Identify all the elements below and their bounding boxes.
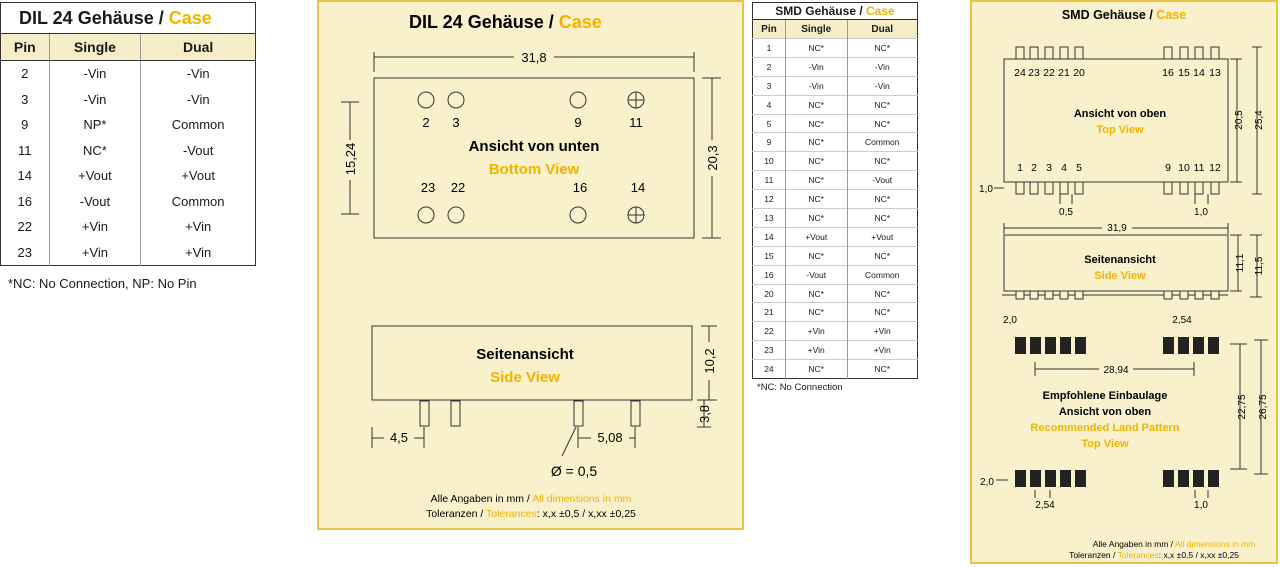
dil-case-panel (317, 0, 744, 530)
table-row (1, 163, 256, 189)
land-pad (1030, 337, 1041, 354)
pin-offset-dim: 4,5 (389, 430, 409, 445)
side-view-label-de: Seitenansicht (1084, 254, 1156, 266)
table-row (753, 303, 918, 322)
land-label-en-2: Top View (1081, 438, 1129, 450)
smd-dimensions-note: Alle Angaben in mm / All dimensions in mm (1092, 539, 1256, 549)
single-cell: +Vin (785, 322, 847, 341)
dual-cell: -Vout (141, 138, 256, 164)
table-row (753, 95, 918, 114)
single-cell: +Vin (49, 214, 141, 240)
land-pad (1015, 337, 1026, 354)
table-row (753, 227, 918, 246)
pin-cell: 11 (18, 142, 32, 158)
smd-pin (1016, 182, 1024, 194)
land-pattern-bottom-pads (1015, 470, 1219, 487)
land-pad (1030, 470, 1041, 487)
pin-label: 22 (450, 180, 466, 195)
dim-11-5: 11,5 (1254, 256, 1265, 276)
pin-pitch-dim: 5,08 (597, 430, 623, 445)
pin-cell: 21 (753, 303, 786, 322)
pin-label: 11 (1193, 162, 1205, 174)
pin-cell: 10 (753, 152, 786, 171)
smd-pin (1211, 47, 1219, 59)
land-pattern-top-pads (1015, 337, 1219, 354)
table-row (753, 114, 918, 133)
dim-25-4: 25,4 (1254, 110, 1265, 130)
pin-cell: 9 (21, 117, 29, 133)
pin-label: 2 (1031, 162, 1037, 174)
dim-22-75: 22,75 (1237, 394, 1248, 420)
dual-cell: NC* (847, 114, 918, 133)
table-row (753, 209, 918, 228)
land-pad (1163, 337, 1174, 354)
pin-label: 5 (1076, 162, 1082, 174)
smd-pinout-table (752, 2, 918, 379)
side-pin (1195, 291, 1203, 299)
single-cell: -Vin (49, 61, 141, 87)
single-cell: NC* (785, 152, 847, 171)
side-pin (1164, 291, 1172, 299)
land-pad (1045, 337, 1056, 354)
pin-label: 23 (1028, 67, 1040, 79)
dual-cell: Common (847, 265, 918, 284)
land-pad (1193, 337, 1204, 354)
single-cell: NC* (785, 39, 847, 58)
pin-label: 14 (1193, 67, 1205, 79)
single-cell: NC* (49, 138, 141, 164)
dim-0-5: 0,5 (1059, 207, 1073, 218)
pin-cell: 11 (753, 171, 786, 190)
land-label-de-2: Ansicht von oben (1058, 406, 1152, 418)
pin-label: 1 (1017, 162, 1023, 174)
dual-cell: +Vin (847, 341, 918, 360)
table-row (1, 214, 256, 240)
smd-pin (1075, 182, 1083, 194)
land-pad (1163, 470, 1174, 487)
table-row (753, 341, 918, 360)
dil-side-view-body (372, 326, 692, 400)
dual-cell: -Vout (847, 171, 918, 190)
pin-length-dim: 3,8 (697, 404, 712, 424)
dil-table-footnote: *NC: No Connection, NP: No Pin (8, 276, 197, 291)
single-cell: NP* (49, 112, 141, 138)
single-cell: -Vin (49, 87, 141, 113)
single-cell: +Vout (49, 163, 141, 189)
dual-cell: NC* (847, 39, 918, 58)
top-view-label-en: Top View (1096, 124, 1144, 136)
pin-diameter: Ø = 0,5 (550, 463, 598, 479)
smd-case-panel (970, 0, 1278, 564)
side-pin (574, 401, 583, 426)
smd-pin (1195, 47, 1203, 59)
dim-2-54-b: 2,54 (1035, 500, 1055, 511)
dual-cell: NC* (847, 209, 918, 228)
pin-cell: 4 (753, 95, 786, 114)
land-pad (1208, 337, 1219, 354)
smd-pin (1030, 182, 1038, 194)
side-pin (1030, 291, 1038, 299)
single-cell: NC* (785, 95, 847, 114)
dil-drawing (319, 2, 742, 528)
side-pin (1045, 291, 1053, 299)
dual-cell: -Vin (847, 57, 918, 76)
dual-cell: NC* (847, 95, 918, 114)
header-dual: Dual (141, 34, 256, 61)
dim-1-0-c: 1,0 (1194, 500, 1208, 511)
dual-cell: NC* (847, 303, 918, 322)
side-pin (1016, 291, 1024, 299)
pin-cell: 1 (753, 39, 786, 58)
land-pad (1193, 470, 1204, 487)
pin-label: 24 (1014, 67, 1026, 79)
land-label-de-1: Empfohlene Einbaulage (1042, 390, 1168, 402)
pin-label: 22 (1043, 67, 1055, 79)
pin-cell: 2 (753, 57, 786, 76)
dual-cell: NC* (847, 190, 918, 209)
header-dual: Dual (847, 20, 918, 39)
header-single: Single (785, 20, 847, 39)
smd-pin (1180, 47, 1188, 59)
pin-cell: 13 (753, 209, 786, 228)
single-cell: -Vin (785, 76, 847, 95)
smd-pin (1211, 182, 1219, 194)
pin-cell: 3 (753, 76, 786, 95)
header-single: Single (49, 34, 141, 61)
bottom-view-label-en: Bottom View (488, 161, 580, 178)
dil-table-title: DIL 24 Gehäuse / Case (1, 3, 256, 34)
dil-dimensions-note: Alle Angaben in mm / All dimensions in mm (430, 493, 632, 505)
dim-31-9: 31,9 (1107, 223, 1127, 234)
land-pad (1015, 470, 1026, 487)
dual-cell: Common (847, 133, 918, 152)
single-cell: +Vout (785, 227, 847, 246)
dual-cell: +Vout (141, 163, 256, 189)
dil-height-dim-right: 20,3 (705, 145, 720, 171)
pin-label: 16 (1162, 67, 1174, 79)
dim-20-5: 20,5 (1234, 110, 1245, 130)
side-view-label-de: Seitenansicht (476, 346, 574, 363)
pin-label: 3 (452, 115, 460, 130)
table-row (753, 152, 918, 171)
pin-label: 9 (574, 115, 582, 130)
pin-cell: 22 (17, 219, 33, 235)
smd-tolerance-note: Toleranzen / Tolerances: x,x ±0,5 / x,xx ±0,25 (1069, 550, 1239, 560)
dual-cell: +Vin (847, 322, 918, 341)
single-cell: +Vin (49, 240, 141, 266)
single-cell: NC* (785, 190, 847, 209)
dual-cell: NC* (847, 152, 918, 171)
single-cell: -Vout (49, 189, 141, 215)
pin-cell: 20 (753, 284, 786, 303)
pin-label: 3 (1046, 162, 1052, 174)
smd-side-pins (1002, 291, 1228, 299)
dual-cell: -Vin (847, 76, 918, 95)
side-view-label-en: Side View (1094, 270, 1146, 282)
dim-1-0-left: 1,0 (979, 184, 993, 195)
smd-pin (1164, 47, 1172, 59)
dim-11-1: 11,1 (1235, 253, 1246, 273)
smd-pin (1045, 182, 1053, 194)
pin-label: 15 (1178, 67, 1190, 79)
single-cell: NC* (785, 360, 847, 379)
pin-cell: 2 (21, 66, 29, 82)
side-height-dim: 10,2 (702, 348, 717, 374)
pin-cell: 14 (753, 227, 786, 246)
dil-height-dim-left: 15,24 (343, 142, 358, 176)
single-cell: -Vout (785, 265, 847, 284)
pin-label: 16 (572, 180, 588, 195)
smd-pin (1060, 182, 1068, 194)
pin-label: 13 (1209, 67, 1221, 79)
table-row (753, 76, 918, 95)
side-pin (451, 401, 460, 426)
dil-bottom-view-body (374, 78, 694, 238)
table-row (1, 240, 256, 266)
single-cell: NC* (785, 133, 847, 152)
dil-panel-title: DIL 24 Gehäuse / Case (409, 12, 602, 32)
dual-cell: -Vin (141, 61, 256, 87)
smd-pin (1195, 182, 1203, 194)
pin-cell: 23 (17, 244, 33, 260)
table-row (1, 138, 256, 164)
pin-label: 12 (1209, 162, 1221, 174)
dim-1-0-bottom: 1,0 (1194, 207, 1208, 218)
smd-pin (1045, 47, 1053, 59)
pin-cell: 12 (753, 190, 786, 209)
pin-label: 21 (1058, 67, 1070, 79)
smd-pin (1030, 47, 1038, 59)
land-pad (1075, 470, 1086, 487)
dim-28-94: 28,94 (1103, 365, 1129, 376)
dual-cell: Common (141, 189, 256, 215)
single-cell: NC* (785, 303, 847, 322)
single-cell: NC* (785, 114, 847, 133)
table-row (753, 284, 918, 303)
pin-label: 20 (1073, 67, 1085, 79)
pin-label: 4 (1061, 162, 1067, 174)
single-cell: NC* (785, 284, 847, 303)
dim-2-0-b: 2,0 (980, 477, 994, 488)
table-row (1, 61, 256, 87)
pin-cell: 14 (17, 168, 33, 184)
pin-cell: 15 (753, 246, 786, 265)
smd-drawing (972, 2, 1276, 562)
pin-label: 11 (629, 115, 643, 130)
pin-cell: 5 (753, 114, 786, 133)
table-row (753, 360, 918, 379)
dil-tolerance-note: Toleranzen / Tolerances: x,x ±0,5 / x,xx ±0,25 (426, 508, 636, 520)
land-pad (1060, 337, 1071, 354)
pin-label: 23 (420, 180, 436, 195)
header-pin: Pin (1, 34, 50, 61)
dual-cell: -Vin (141, 87, 256, 113)
land-pad (1075, 337, 1086, 354)
smd-table-title: SMD Gehäuse / Case (753, 3, 918, 20)
dual-cell: +Vout (847, 227, 918, 246)
dual-cell: +Vin (141, 240, 256, 266)
land-label-en-1: Recommended Land Pattern (1030, 422, 1180, 434)
dual-cell: NC* (847, 360, 918, 379)
dil-width-dim: 31,8 (521, 50, 547, 65)
pin-cell: 16 (753, 265, 786, 284)
pin-cell: 22 (753, 322, 786, 341)
single-cell: NC* (785, 246, 847, 265)
single-cell: +Vin (785, 341, 847, 360)
table-row (753, 171, 918, 190)
land-pad (1178, 470, 1189, 487)
smd-table-footnote: *NC: No Connection (757, 382, 843, 393)
table-row (1, 87, 256, 113)
side-pin (420, 401, 429, 426)
land-pad (1045, 470, 1056, 487)
pin-cell: 23 (753, 341, 786, 360)
side-pin (1211, 291, 1219, 299)
table-row (753, 322, 918, 341)
land-pad (1178, 337, 1189, 354)
side-pin (1180, 291, 1188, 299)
top-view-label-de: Ansicht von oben (1073, 108, 1167, 120)
land-pad (1060, 470, 1071, 487)
table-row (1, 112, 256, 138)
pin-cell: 3 (21, 91, 29, 107)
single-cell: NC* (785, 171, 847, 190)
smd-pin (1180, 182, 1188, 194)
smd-pin (1164, 182, 1172, 194)
pin-label: 10 (1178, 162, 1190, 174)
side-pin (631, 401, 640, 426)
table-row (753, 39, 918, 58)
pin-label: 14 (630, 180, 646, 195)
table-row (753, 246, 918, 265)
table-row (1, 189, 256, 215)
smd-panel-title: SMD Gehäuse / Case (1061, 8, 1187, 22)
side-pin (1060, 291, 1068, 299)
header-pin: Pin (753, 20, 786, 39)
single-cell: NC* (785, 209, 847, 228)
dual-cell: NC* (847, 246, 918, 265)
pin-cell: 9 (753, 133, 786, 152)
dim-26-75: 26,75 (1258, 394, 1269, 420)
table-row (753, 265, 918, 284)
dil-pinout-table (0, 2, 256, 266)
single-cell: -Vin (785, 57, 847, 76)
table-row (753, 190, 918, 209)
dual-cell: +Vin (141, 214, 256, 240)
dim-2-0: 2,0 (1003, 315, 1017, 326)
smd-pin (1075, 47, 1083, 59)
dual-cell: NC* (847, 284, 918, 303)
smd-pin (1016, 47, 1024, 59)
pin-cell: 16 (17, 193, 33, 209)
pin-label: 2 (422, 115, 430, 130)
pin-cell: 24 (753, 360, 786, 379)
smd-pin (1060, 47, 1068, 59)
dual-cell: Common (141, 112, 256, 138)
table-row (753, 57, 918, 76)
dim-2-54: 2,54 (1172, 315, 1192, 326)
side-pin (1075, 291, 1083, 299)
side-view-label-en: Side View (490, 369, 560, 386)
land-pad (1208, 470, 1219, 487)
table-row (753, 133, 918, 152)
bottom-view-label-de: Ansicht von unten (468, 138, 600, 155)
pin-label: 9 (1165, 162, 1171, 174)
